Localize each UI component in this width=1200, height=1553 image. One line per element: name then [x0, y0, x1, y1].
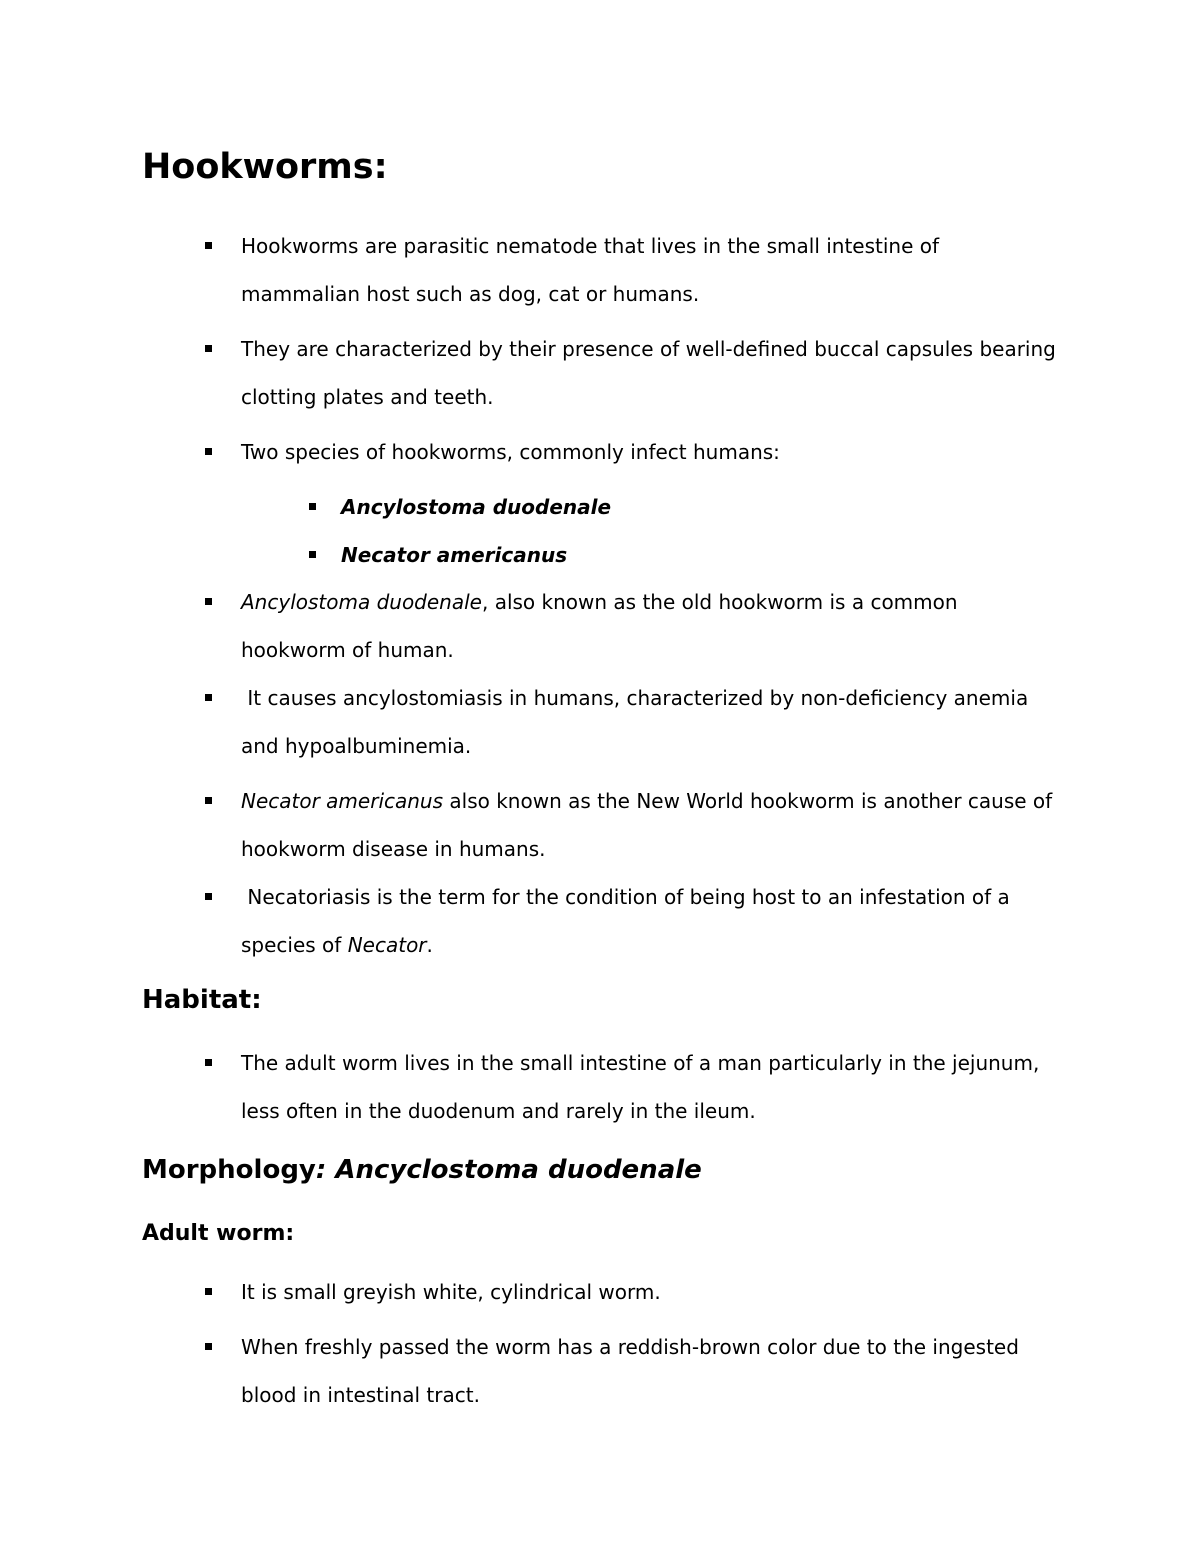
list-item-text-rest: also known as the New World hookworm is another cause of hookworm disease in humans.	[241, 789, 1053, 861]
bullet-icon	[205, 345, 212, 352]
subheading-adult-worm: Adult worm:	[142, 1221, 295, 1246]
bullet-icon	[309, 551, 316, 558]
list-item	[200, 1268, 1060, 1316]
list-item-text: Two species of hookworms, commonly infect humans:	[241, 440, 780, 464]
heading-species: : Ancyclostoma duodenale	[315, 1155, 702, 1185]
list-item-text-post: .	[426, 933, 433, 957]
section-heading-habitat: Habitat:	[142, 985, 262, 1015]
list-item-text-pre: Necatoriasis is the term for the condition of being host to an infestation of a species of	[241, 885, 1017, 957]
bullet-icon	[205, 797, 212, 804]
list-item-text: When freshly passed the worm has a reddish-brown color due to the ingested blood in intestinal tract.	[241, 1335, 1019, 1407]
species-list-item	[300, 483, 1000, 531]
species-name: Necator americanus	[341, 543, 568, 567]
bullet-icon	[205, 1288, 212, 1295]
list-item-text	[241, 578, 1060, 674]
list-item-text-rest: , also known as the old hookworm is a common hookworm of human.	[241, 590, 958, 662]
section-heading-morphology	[142, 1152, 702, 1188]
list-item-text: They are characterized by their presence of well-defined buccal capsules bearing clotting plates and teeth.	[241, 337, 1056, 409]
bullet-icon	[205, 893, 212, 900]
species-list-item	[300, 531, 1000, 579]
list-item-text	[241, 873, 1060, 969]
list-item-text: It is small greyish white, cylindrical worm.	[241, 1280, 661, 1304]
list-item	[200, 325, 1060, 421]
bullet-icon	[205, 598, 212, 605]
bullet-icon	[309, 503, 316, 510]
list-item	[200, 777, 1060, 873]
species-name-inline: Ancylostoma duodenale	[241, 590, 482, 614]
list-item-text	[241, 777, 1060, 873]
species-name-inline: Necator americanus	[241, 789, 444, 813]
heading-prefix: Morphology	[142, 1155, 316, 1185]
genus-name-inline: Necator	[347, 933, 427, 957]
list-item-text: The adult worm lives in the small intestine of a man particularly in the jejunum, less often in the duodenum and rarely in the ileum.	[241, 1051, 1040, 1123]
bullet-icon	[205, 242, 212, 249]
species-name: Ancylostoma duodenale	[341, 495, 612, 519]
bullet-icon	[205, 1343, 212, 1350]
bullet-icon	[205, 694, 212, 701]
list-item	[200, 1323, 1060, 1419]
bullet-icon	[205, 448, 212, 455]
list-item	[200, 1039, 1060, 1135]
list-item	[200, 674, 1060, 770]
list-item	[200, 222, 1060, 318]
list-item	[200, 428, 1060, 476]
page-title: Hookworms:	[142, 147, 388, 187]
list-item-text: Hookworms are parasitic nematode that lives in the small intestine of mammalian host such as dog, cat or humans.	[241, 234, 940, 306]
list-item	[200, 578, 1060, 674]
list-item-text: It causes ancylostomiasis in humans, characterized by non-deficiency anemia and hypoalbuminemia.	[241, 686, 1035, 758]
list-item	[200, 873, 1060, 969]
bullet-icon	[205, 1059, 212, 1066]
